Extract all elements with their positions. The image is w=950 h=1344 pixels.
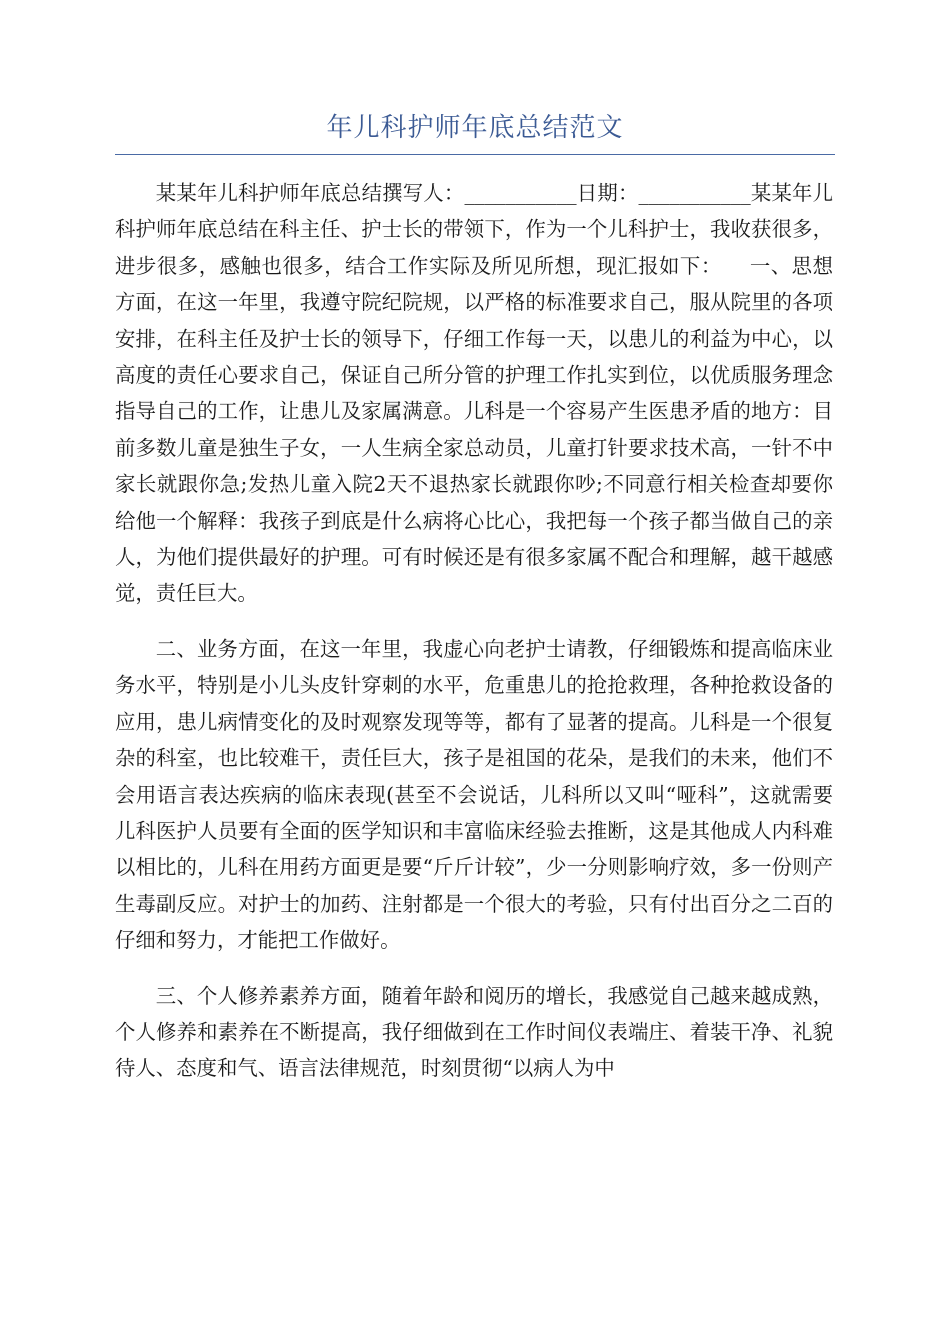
document-body <box>115 175 833 1106</box>
paragraph-business: 二、业务方面，在这一年里，我虚心向老护士请教，仔细锻炼和提高临床业务水平，特别是小儿头皮针穿刺的水平，危重患儿的抢抢救理，各种抢救设备的应用，患儿病情变化的及时观察发现等等，都有了显著的提高。儿科是一个很复杂的科室，也比较难干，责任巨大，孩子是祖国的花朵，是我们的未来，他们不会用语言表达疾病的临床表现(甚至不会说话，儿科所以又叫“哑科”，这就需要儿科医护人员要有全面的医学知识和丰富临床经验去推断，这是其他成人内科难以相比的，儿科在用药方面更是要“斤斤计较”，少一分则影响疗效，多一份则产生毒副反应。对护士的加药、注射都是一个很大的考验，只有付出百分之二百的仔细和努力，才能把工作做好。 <box>115 636 833 953</box>
paragraph-personal-cultivation: 三、个人修养素养方面，随着年龄和阅历的增长，我感觉自己越来越成熟，个人修养和素养在不断提高，我仔细做到在工作时间仪表端庄、着装干净、礼貌待人、态度和气、语言法律规范，时刻贯彻“以病人为中 <box>115 983 833 1081</box>
document-title: 年儿科护师年底总结范文 <box>326 113 624 143</box>
paragraph-intro-thoughts: 某某年儿科护师年底总结撰写人：___________日期：___________某某年儿科护师年底总结在科主任、护士长的带领下，作为一个儿科护士，我收获很多，进步很多，感触也很多，结合工作实际及所见所想，现汇报如下： 一、思想方面，在这一年里，我遵守院纪院规，以严格的标准要求自己，服从院里的各项安排，在科主任及护士长的领导下，仔细工作每一天，以患儿的利益为中心，以高度的责任心要求自己，保证自己所分管的护理工作扎实到位，以优质服务理念指导自己的工作，让患儿及家属满意。儿科是一个容易产生医患矛盾的地方：目前多数儿童是独生子女，一人生病全家总动员，儿童打针要求技术高，一针不中家长就跟你急;发热儿童入院2天不退热家长就跟你吵;不同意行相关检查却要你给他一个解释：我孩子到底是什么病将心比心，我把每一个孩子都当做自己的亲人，为他们提供最好的护理。可有时候还是有很多家属不配合和理解，越干越感觉，责任巨大。 <box>115 181 833 606</box>
title-divider <box>115 154 835 155</box>
